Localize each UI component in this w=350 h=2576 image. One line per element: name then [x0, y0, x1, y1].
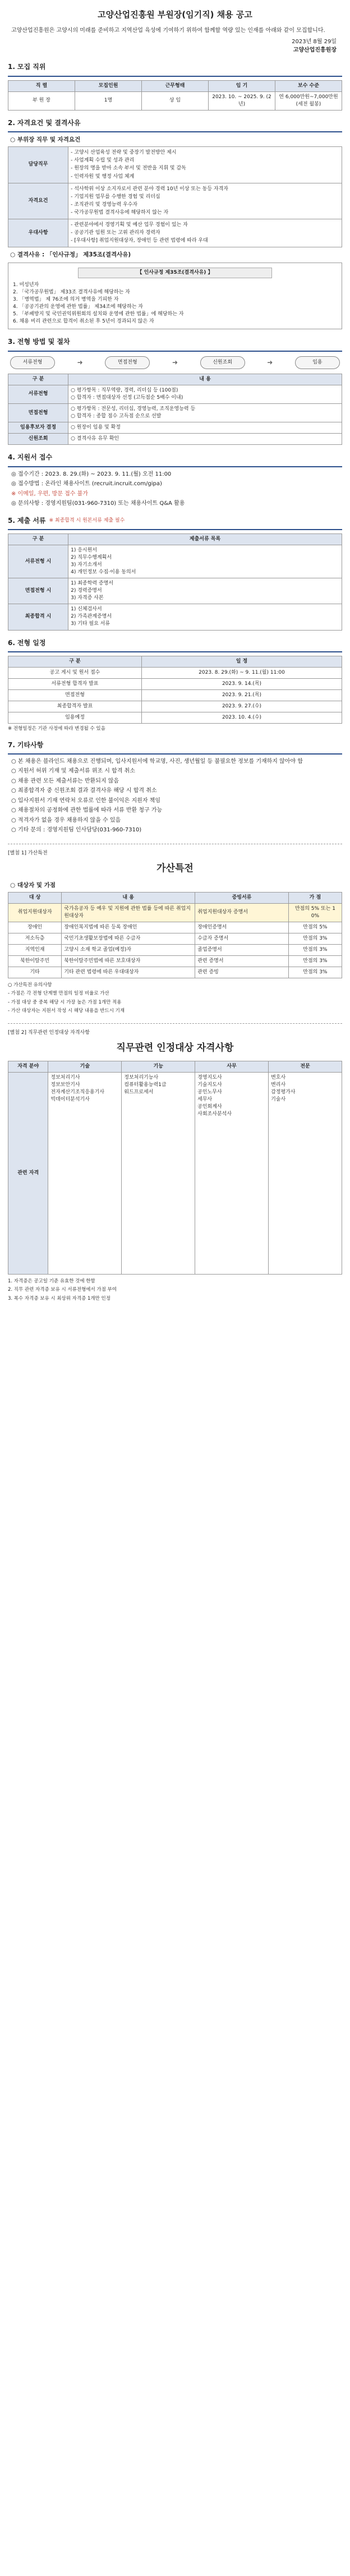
application-info: [8, 471, 342, 508]
table-header: 증빙서류: [195, 892, 289, 903]
row-label: 임용후보자 결정: [8, 422, 68, 434]
table-cell: 정보처리기사 정보보안기사 전자계산기조직응용기사 빅데이터분석기사: [48, 1073, 122, 1275]
row-label: 자격요건: [8, 183, 68, 219]
table-cell: 북한이탈주민법에 따른 보호대상자: [62, 956, 195, 967]
table-cell: 임용예정: [8, 712, 142, 724]
table-cell: 지역인재: [8, 945, 62, 956]
table-cell: 저소득층: [8, 933, 62, 944]
section-2-title: [8, 118, 342, 128]
table-cell: 만점의 3%: [288, 967, 342, 978]
row-content: ○ 원장이 임용 및 확정: [68, 422, 342, 434]
list-item: ○ 채용 관련 모든 제출서류는 반환되지 않음: [11, 778, 119, 784]
list-item: ○ 본 채용은 블라인드 채용으로 진행되며, 입사지원서에 학교명, 사진, 생년월일 등 불필요한 정보를 기재하지 않아야 함: [11, 758, 303, 765]
table-header: 가 점: [288, 892, 342, 903]
table-cell: 만점의 5% 또는 10%: [288, 903, 342, 922]
list-item: 1. 자격증은 공고일 기준 유효한 것에 한함: [8, 1278, 95, 1285]
row-label: 서류전형 시: [8, 545, 68, 578]
subsection-title: ○ 부위장 직무 및 자격요건: [10, 136, 81, 144]
list-item: 4. 「공공기관의 운영에 관한 법률」 제34조에 해당하는 자: [13, 304, 143, 310]
list-item: - 고양시 산업육성 전략 및 중장기 발전방안 제시: [71, 150, 177, 156]
table-cell: 관련 증명서: [195, 956, 289, 967]
row-content: 1) 응시원서 2) 직무수행계획서 3) 자기소개서 4) 개인정보 수집·이용 동의서: [68, 545, 342, 578]
qualification-table: [8, 146, 342, 247]
disqualification-box: [8, 263, 342, 329]
table-cell: 1명: [75, 91, 142, 110]
table-header: 보수 수준: [275, 80, 342, 91]
list-item: ※ 이메일, 우편, 방문 접수 불가: [11, 490, 88, 497]
intro-text: 고양산업진흥원은 고양시의 미래를 준비하고 지역산업 육성에 기여하기 위하여 함께할 역량 있는 인재를 아래와 같이 모집합니다.: [11, 27, 325, 34]
section-note: ※ 최종합격 시 원본서류 제출 필수: [49, 517, 125, 523]
page-separator: [8, 1023, 342, 1024]
table-cell: 만점의 3%: [288, 956, 342, 967]
table-header: 자격 분야: [8, 1061, 48, 1073]
annex-label: [별첨 1] 가산특전: [8, 850, 48, 856]
row-label: 최종합격 시: [8, 604, 68, 630]
table-header: 모집인원: [75, 80, 142, 91]
table-cell: 기타: [8, 967, 62, 978]
table-cell: 장애인: [8, 922, 62, 933]
divider: [8, 651, 342, 652]
box-heading: 【 인사규정 제35조(결격사유) 】: [78, 268, 273, 278]
selection-table: [8, 374, 342, 445]
table-cell: 경영지도사 기술지도사 공인노무사 세무사 공인회계사 사회조사분석사: [195, 1073, 269, 1275]
divider: [8, 76, 342, 77]
table-cell: 2023. 9. 27.(수): [142, 701, 342, 712]
flow-step: 임용: [295, 356, 340, 369]
table-cell: 공고 게시 및 원서 접수: [8, 667, 142, 678]
list-item: 6. 채용 비리 관련으로 합격이 취소된 후 5년이 경과되지 않은 자: [13, 319, 154, 325]
section-label: 자격요건 및 결격사유: [17, 118, 81, 127]
table-cell: 고양시 소재 학교 졸업(예정)자: [62, 945, 195, 956]
table-cell: 2023. 8. 29.(화) ~ 9. 11.(월) 11:00: [142, 667, 342, 678]
table-cell: 최종합격자 발표: [8, 701, 142, 712]
divider: [8, 466, 342, 467]
table-cell: 취업지원대상자: [8, 903, 62, 922]
table-cell: 수급자 증명서: [195, 933, 289, 944]
flow-step: 신원조회: [200, 356, 245, 369]
row-label: 신원조회: [8, 434, 68, 445]
list-item: ○ 최종합격자 중 신원조회 결과 결격사유 해당 시 합격 취소: [11, 788, 157, 794]
table-header: 기능: [122, 1061, 195, 1073]
list-item: ○ 가산특전 유의사항: [8, 982, 52, 988]
row-label: 관련 자격: [8, 1073, 48, 1275]
annex-label: [별첨 2] 직무관련 인정대상 자격사항: [8, 1030, 90, 1036]
table-cell: 북한이탈주민: [8, 956, 62, 967]
table-cell: 면접전형: [8, 690, 142, 701]
announcement-date: 2023년 8월 29일: [292, 39, 337, 45]
list-item: 1. 미성년자: [13, 282, 39, 288]
row-content: ○ 평가항목 : 전문성, 리더십, 경영능력, 조직운영능력 등 ○ 합격자 : 종합 점수 고득점 순으로 선발: [68, 404, 342, 422]
list-item: ○ 입사지원서 기재 연락처 오류로 인한 불이익은 지원자 책임: [11, 797, 160, 804]
table-header: 근무형태: [142, 80, 209, 91]
doc-title: 고양산업진흥원 부원장(임기직) 채용 공고: [98, 10, 252, 20]
bonus-notes: [8, 982, 342, 1014]
table-cell: 장애인증명서: [195, 922, 289, 933]
table-cell: 2023. 9. 14.(목): [142, 679, 342, 690]
section-3-title: [8, 337, 342, 347]
section-label: 제출 서류: [17, 516, 46, 525]
list-item: ◎ 접수기간 : 2023. 8. 29.(화) ~ 2023. 9. 11.(월) 오전 11:00: [11, 471, 172, 477]
section-number: 3.: [8, 338, 15, 346]
list-item: ◎ 접수방법 : 온라인 채용사이트 (recruit.incruit.com/gipa): [11, 481, 162, 487]
schedule-table: [8, 656, 342, 724]
table-header: 임 기: [209, 80, 275, 91]
table-header: 직 렬: [8, 80, 75, 91]
list-item: ◎ 문의사항 : 경영지원팀(031-960-7310) 또는 채용사이트 Q&A 활용: [11, 500, 185, 507]
list-item: 2. 「국가공무원법」 제33조 결격사유에 해당하는 자: [13, 289, 130, 296]
flow-step: 면접전형: [105, 356, 150, 369]
list-item: - 가산 대상자는 지원서 작성 시 해당 내용을 반드시 기재: [8, 1008, 125, 1014]
section-number: 6.: [8, 638, 15, 647]
table-cell: 만점의 3%: [288, 933, 342, 944]
row-label: 우대사항: [8, 219, 68, 247]
arrow-right-icon: ➜: [267, 358, 273, 366]
table-cell: 장애인복지법에 따른 등록 장애인: [62, 922, 195, 933]
position-table: [8, 80, 342, 111]
arrow-right-icon: ➜: [77, 358, 83, 366]
table-cell: 만점의 5%: [288, 922, 342, 933]
list-item: - 석사학위 이상 소지자로서 관련 분야 경력 10년 이상 또는 동등 자격자: [71, 186, 229, 192]
table-cell: 졸업증명서: [195, 945, 289, 956]
table-cell: 2023. 10. 4.(수): [142, 712, 342, 724]
table-cell: 부 원 장: [8, 91, 75, 110]
section-label: 지원서 접수: [17, 453, 53, 462]
list-item: 3. 복수 자격증 보유 시 최상위 자격증 1개만 인정: [8, 1295, 110, 1301]
list-item: - 국가공무원법 결격사유에 해당하지 않는 자: [71, 209, 169, 215]
list-item: - 공공기관 임원 또는 고위 관리자 경력자: [71, 229, 160, 236]
table-cell: 정보처리기능사 컴퓨터활용능력1급 워드프로세서: [122, 1073, 195, 1275]
subsection-title: ○ 대상자 및 가점: [10, 881, 56, 889]
section-number: 1.: [8, 63, 15, 71]
list-item: - [우대사항] 취업지원대상자, 장애인 등 관련 법령에 따라 우대: [71, 237, 208, 243]
list-item: ○ 지원서 허위 기재 및 제출서류 위조 시 합격 취소: [11, 768, 135, 775]
section-label: 전형 일정: [17, 638, 46, 647]
process-flow: [10, 356, 340, 369]
table-header: 구 분: [8, 534, 68, 545]
table-header: 대 상: [8, 892, 62, 903]
table-header: 기술: [48, 1061, 122, 1073]
table-cell: 서류전형 합격자 발표: [8, 679, 142, 690]
row-content: 1) 최종학력 증명서 2) 경력증명서 3) 자격증 사본: [68, 578, 342, 604]
table-header: 일 정: [142, 656, 342, 667]
section-label: 모집 직위: [17, 63, 46, 71]
table-cell: 관련 증빙: [195, 967, 289, 978]
table-cell: 취업지원대상자 증명서: [195, 903, 289, 922]
row-content: [68, 147, 342, 183]
table-cell: 연 6,000만원~7,000만원 (세전 월봉): [275, 91, 342, 110]
section-1-title: [8, 62, 342, 72]
table-header: 내 용: [62, 892, 195, 903]
divider: [8, 351, 342, 352]
row-label: 면접전형 시: [8, 578, 68, 604]
section-5-title: [8, 516, 342, 526]
documents-table: [8, 533, 342, 631]
row-content: ○ 결격사유 유무 확인: [68, 434, 342, 445]
list-item: - 가점 대상 중 중복 해당 시 가장 높은 가점 1개만 적용: [8, 999, 122, 1005]
list-item: - 조직관리 및 경영능력 우수자: [71, 201, 138, 208]
flow-step: 서류전형: [10, 356, 55, 369]
section-7-title: [8, 740, 342, 750]
section-number: 5.: [8, 516, 15, 525]
list-item: - 원장의 명을 받아 소속 부서 및 전반을 지휘 및 감독: [71, 165, 186, 172]
table-header: 구 분: [8, 374, 68, 385]
list-item: - 가점은 각 전형 단계별 만점의 일정 비율로 가산: [8, 991, 109, 997]
section-4-title: [8, 453, 342, 462]
table-cell: 국민기초생활보장법에 따른 수급자: [62, 933, 195, 944]
row-content: [68, 219, 342, 247]
section-number: 2.: [8, 118, 15, 127]
list-item: ○ 채용절차의 공정화에 관한 법률에 따라 서류 반환 청구 가능: [11, 807, 163, 814]
table-header: 내 용: [68, 374, 342, 385]
annex-title: 직무관련 인정대상 자격사항: [116, 1042, 234, 1054]
row-content: [68, 183, 342, 219]
list-item: - 사업계획 수립 및 성과 관리: [71, 158, 135, 164]
schedule-note: ※ 전형일정은 기관 사정에 따라 변경될 수 있음: [8, 726, 105, 732]
section-number: 4.: [8, 453, 15, 462]
list-item: - 관련분야에서 경영기획 및 예산 업무 경험이 있는 자: [71, 222, 188, 228]
list-item: ○ 적격자가 없을 경우 채용하지 않을 수 있음: [11, 817, 121, 824]
issuer: 고양산업진흥원장: [293, 47, 337, 53]
row-label: 면접전형: [8, 404, 68, 422]
list-item: - 기업지원 업무를 수행한 경험 및 리더십: [71, 194, 160, 200]
row-label: 담당직무: [8, 147, 68, 183]
divider: [8, 753, 342, 755]
list-item: 3. 「병역법」 제 76조에 의거 병역을 기피한 자: [13, 297, 119, 303]
table-cell: 만점의 3%: [288, 945, 342, 956]
table-cell: 국가유공자 등 예우 및 지원에 관한 법률 등에 따른 취업지원대상자: [62, 903, 195, 922]
table-header: 제출서류 목록: [68, 534, 342, 545]
bonus-table: [8, 892, 342, 978]
list-item: ○ 기타 문의 : 경영지원팀 인사담당(031-960-7310): [11, 827, 142, 834]
arrow-right-icon: ➜: [172, 358, 178, 366]
section-number: 7.: [8, 740, 15, 749]
divider: [8, 529, 342, 530]
row-content: 1) 신체검사서 2) 가족관계증명서 3) 기타 필요 서류: [68, 604, 342, 630]
list-item: - 인력자원 및 행정 사업 체계: [71, 173, 135, 180]
list-item: 2. 직무 관련 자격증 보유 시 서류전형에서 가점 부여: [8, 1287, 117, 1293]
annex-title: 가산특전: [156, 862, 194, 874]
list-item: 5. 「부패방지 및 국민권익위원회의 설치와 운영에 관한 법률」에 해당하는 자: [13, 311, 184, 318]
table-cell: 2023. 10. ~ 2025. 9. (2년): [209, 91, 275, 110]
table-cell: 변호사 변리사 감정평가사 기술사: [269, 1073, 342, 1275]
row-content: ○ 평가항목 : 직무역량, 경력, 리더십 등 (100점) ○ 합격자 : 면접대상자 선정 (고득점순 5배수 이내): [68, 385, 342, 403]
certificate-table: [8, 1061, 342, 1275]
table-header: 사무: [195, 1061, 269, 1073]
section-label: 기타사항: [17, 740, 44, 749]
table-cell: 기타 관련 법령에 따른 우대대상자: [62, 967, 195, 978]
section-label: 전형 방법 및 절차: [17, 338, 70, 346]
row-label: 서류전형: [8, 385, 68, 403]
table-header: 구 분: [8, 656, 142, 667]
divider: [8, 131, 342, 132]
table-header: 전문: [269, 1061, 342, 1073]
certificate-notes: [8, 1278, 342, 1302]
table-cell: 상 임: [142, 91, 209, 110]
section-6-title: [8, 638, 342, 648]
misc-info: [8, 758, 342, 835]
disqualification-label: ○ 결격사유 : 「인사규정」 제35조(결격사유): [10, 251, 131, 258]
table-cell: 2023. 9. 21.(목): [142, 690, 342, 701]
